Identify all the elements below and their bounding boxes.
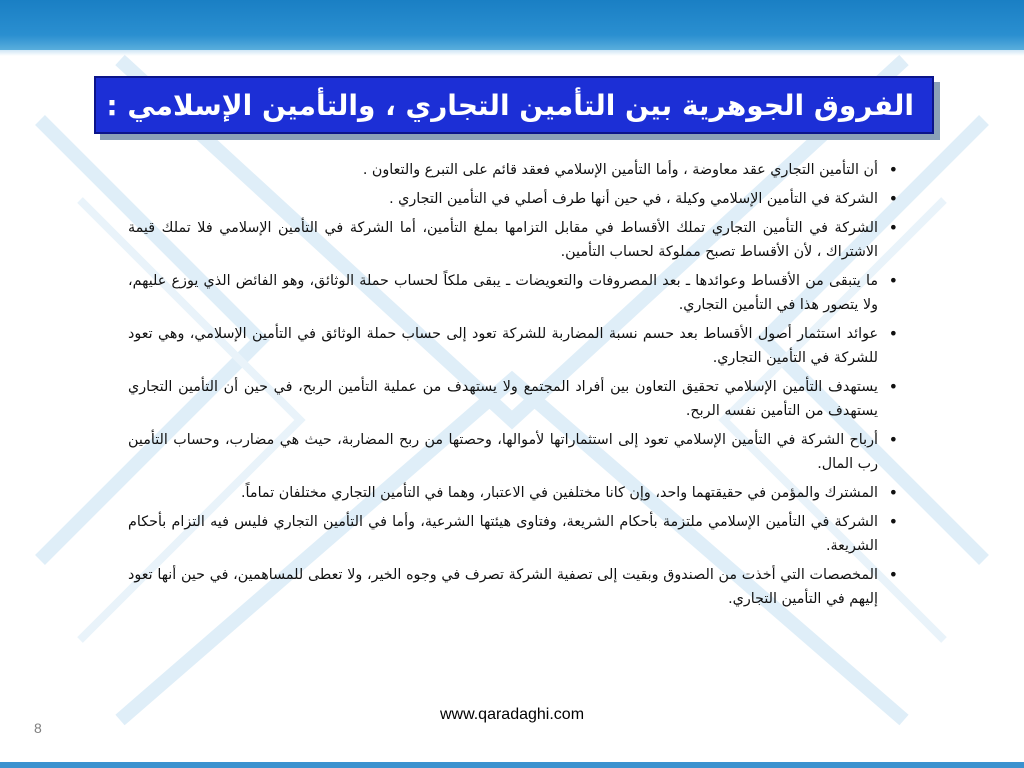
bullet-item [128, 158, 900, 182]
bullet-icon: • [888, 377, 898, 396]
bullet-text: يستهدف التأمين الإسلامي تحقيق التعاون بين أفراد المجتمع ولا يستهدف من عملية التأمين الربح، في حين أن التأمين التجاري يستهدف من التأمين نفسه الربح. [128, 379, 878, 419]
bullet-item [128, 187, 900, 211]
bullet-item [128, 510, 900, 558]
bullet-icon: • [888, 160, 898, 179]
bullet-icon: • [888, 430, 898, 449]
bullet-icon: • [888, 483, 898, 502]
bullet-item [128, 563, 900, 611]
slide-content [128, 158, 900, 616]
bullet-item [128, 375, 900, 423]
bullet-text: عوائد استثمار أصول الأقساط بعد حسم نسبة المضاربة للشركة تعود إلى حساب حملة الوثائق في التأمين الإسلامي، وهي تعود للشركة في التأمين التجاري. [128, 326, 878, 366]
bottom-band [0, 762, 1024, 768]
bullet-text: المخصصات التي أخذت من الصندوق وبقيت إلى تصفية الشركة تصرف في وجوه الخير، ولا تعطى للمساهمين، في حين أنها تعود إليهم في التأمين التجاري. [128, 567, 878, 607]
slide-number: 8 [34, 720, 42, 736]
bullet-icon: • [888, 565, 898, 584]
bullet-text: المشترك والمؤمن في حقيقتهما واحد، وإن كانا مختلفين في الاعتبار، وهما في التأمين التجاري مختلفان تماماً. [241, 485, 878, 501]
bullet-text: الشركة في التأمين التجاري تملك الأقساط في مقابل التزامها بملغ التأمين، أما الشركة في التأمين الإسلامي فلا تملك قيمة الاشتراك ، لأن الأقساط تصبح مملوكة لحساب التأمين. [128, 220, 878, 260]
footer-url: www.qaradaghi.com [439, 706, 585, 723]
bullet-icon: • [888, 271, 898, 290]
bullet-text: الشركة في التأمين الإسلامي ملتزمة بأحكام الشريعة، وفتاوى هيئتها الشرعية، وأما في التأمين التجاري فليس فيه التزام بأحكام الشريعة. [128, 514, 878, 554]
bullet-item [128, 322, 900, 370]
bullet-icon: • [888, 189, 898, 208]
bullet-text: ما يتبقى من الأقساط وعوائدها ـ بعد المصروفات والتعويضات ـ يبقى ملكاً لحساب حملة الوثائق، وهو الفائض الذي يوزع عليهم، ولا يتصور هذا في التأمين التجاري. [128, 273, 878, 313]
bullet-item [128, 269, 900, 317]
bullet-item [128, 216, 900, 264]
slide-title: الفروق الجوهرية بين التأمين التجاري ، والتأمين الإسلامي : [106, 88, 914, 122]
title-box [94, 76, 934, 134]
bullet-list [128, 158, 900, 611]
bullet-icon: • [888, 218, 898, 237]
bullet-text: أن التأمين التجاري عقد معاوضة ، وأما التأمين الإسلامي فعقد قائم على التبرع والتعاون . [362, 162, 878, 178]
bullet-item [128, 428, 900, 476]
bullet-icon: • [888, 324, 898, 343]
bullet-text: الشركة في التأمين الإسلامي وكيلة ، في حين أنها طرف أصلي في التأمين التجاري . [389, 191, 878, 207]
bullet-icon: • [888, 512, 898, 531]
bullet-text: أرباح الشركة في التأمين الإسلامي تعود إلى استثماراتها لأموالها، وحصتها من ربح المضاربة، حيث هي مضارب، وحساب التأمين رب المال. [128, 432, 878, 472]
bullet-item [128, 481, 900, 505]
